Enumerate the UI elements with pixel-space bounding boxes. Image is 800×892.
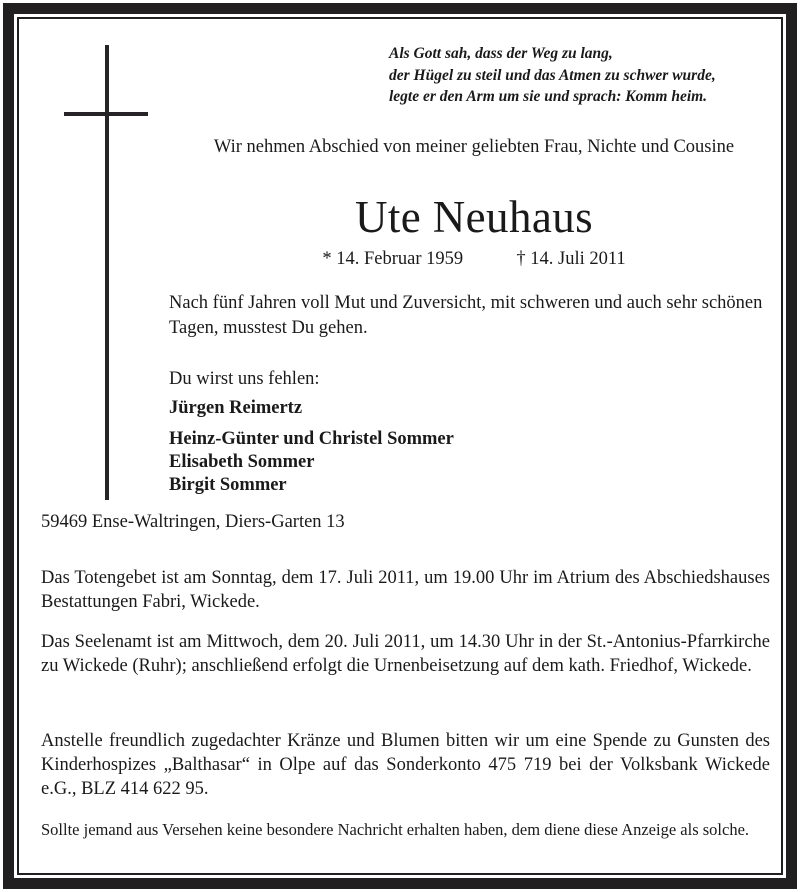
mourner-name: Birgit Sommer — [169, 475, 287, 495]
birth-date: 14. Februar 1959 — [336, 249, 464, 269]
mourner-name: Jürgen Reimertz — [169, 398, 303, 418]
donation-request: Anstelle freundlich zugedachter Kränze und Blumen bitten wir um eine Spende zu Gunsten des Kinderhospizes „Balthasar“ in Olpe auf das Sonderkonto 475 719 bei der Volksbank Wickede e.G., BLZ 414 622 95. — [41, 731, 770, 799]
death-symbol: † — [516, 249, 526, 269]
life-dates — [174, 247, 774, 271]
deceased-name: Ute Neuhaus — [354, 192, 594, 242]
mourner-name: Heinz-Günter und Christel Sommer — [169, 429, 454, 449]
closing-note: Sollte jemand aus Versehen keine besondere Nachricht erhalten haben, dem diene diese Anzeige als solche. — [41, 820, 750, 839]
missing-you-label: Du wirst uns fehlen: — [169, 369, 320, 389]
announcement-intro: Wir nehmen Abschied von meiner geliebten Frau, Nichte und Cousine — [213, 137, 735, 157]
notice-content — [19, 19, 781, 873]
epitaph-verse — [389, 43, 764, 108]
mourner-name: Elisabeth Sommer — [169, 452, 315, 472]
mourners-list — [169, 397, 769, 497]
notice-inner-border — [17, 17, 783, 875]
prayer-service-details: Das Totengebet ist am Sonntag, dem 17. Juli 2011, um 19.00 Uhr im Atrium des Abschiedshauses Bestattungen Fabri, Wickede. — [41, 568, 770, 612]
requiem-mass-details: Das Seelenamt ist am Mittwoch, dem 20. Juli 2011, um 14.30 Uhr in der St.-Antonius-Pfarrkirche zu Wickede (Ruhr); anschließend erfolgt die Urnenbeisetzung auf dem kath. Friedhof, Wickede. — [41, 632, 770, 676]
tribute-text: Nach fünf Jahren voll Mut und Zuversicht, mit schweren und auch sehr schönen Tagen, musstest Du gehen. — [169, 293, 763, 338]
notice-outer-border — [3, 3, 797, 889]
epitaph-line: der Hügel zu steil und das Atmen zu schwer wurde, — [389, 66, 716, 84]
birth-symbol: * — [322, 249, 332, 269]
death-date: 14. Juli 2011 — [530, 249, 626, 269]
epitaph-line: Als Gott sah, dass der Weg zu lang, — [389, 45, 613, 62]
epitaph-line: legte er den Arm um sie und sprach: Komm heim. — [389, 88, 708, 105]
family-address: 59469 Ense-Waltringen, Diers-Garten 13 — [41, 512, 345, 532]
cross-horizontal-beam — [64, 112, 148, 116]
christian-cross-icon — [45, 45, 165, 505]
